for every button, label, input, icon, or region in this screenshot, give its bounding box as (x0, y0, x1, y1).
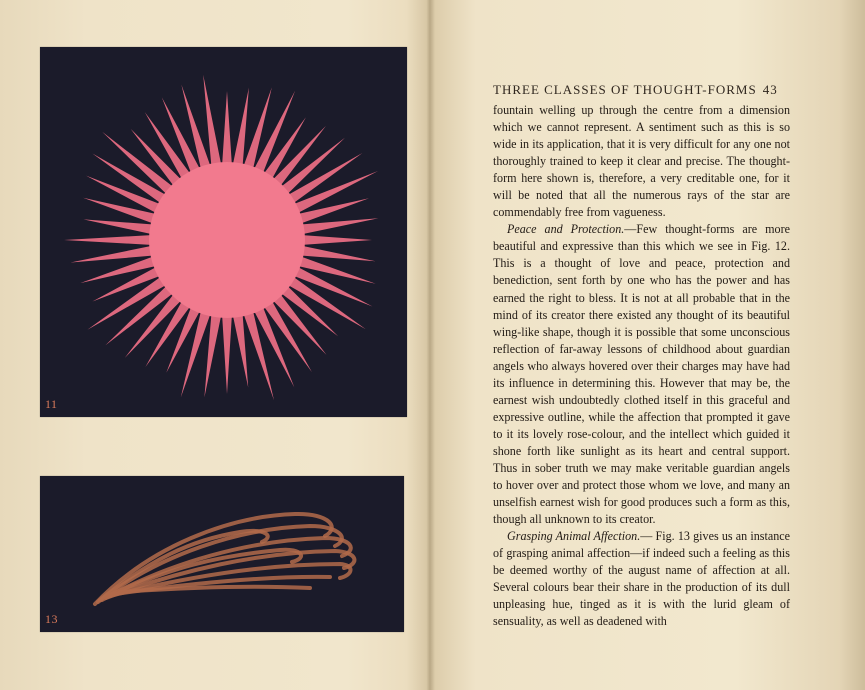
paragraph (493, 102, 790, 221)
right-page (493, 82, 790, 630)
paragraph (493, 528, 790, 630)
plate-figure-13 (40, 476, 404, 632)
plate-number-13: 13 (45, 612, 58, 626)
running-head (493, 82, 790, 98)
plate-number-11: 11 (45, 397, 58, 411)
star-thought-form-illustration (40, 47, 407, 417)
paragraph (493, 221, 790, 528)
paragraph-heading: Grasping Animal Affection. (507, 529, 641, 544)
page-number: 43 (762, 82, 778, 97)
paragraph-text: fountain welling up through the centre from a dimension which we cannot represent. A sentiment such as this is so wide in its application, that it is very difficult for any one not thoroughly trained to keep it clear and precise. The thought-form here shown is, therefore, a very creditable one, for it will be noted that all the numerous rays of the star are commendably free from vagueness. (493, 103, 790, 220)
star-core (149, 162, 305, 318)
body-text (493, 102, 790, 630)
running-head-title: THREE CLASSES OF THOUGHT-FORMS (493, 82, 757, 97)
paragraph-heading: Peace and Protection. (507, 222, 625, 237)
paragraph-text: — Fig. 13 gives us an instance of grasping animal affection—if indeed such a feeling as this be deemed worthy of the august name of affection at all. Several colours bear their share in the production of its dull unpleasing hue, tinged as it is with the lurid gleam of sensuality, as well as deadened with (493, 529, 791, 629)
grasping-affection-illustration (40, 476, 404, 632)
paragraph-text: —Few thought-forms are more beautiful and expressive than this which we see in Fig. 12. This is a thought of love and peace, protection and benediction, sent forth by one who has the power and has earned the right to bless. It is not at all probable that in the mind of its creator there existed any thought of its beautiful wing-like shape, though it is possible that some unconscious reflection of far-away lessons of childhood about guardian angels who always hovered over their charges may have had its influence in determining this. However that may be, the earnest wish undoubtedly clothed itself in this graceful and expressive outline, while the affection that prompted it gave to it its lovely rose-colour, and the intellect which guided it shone forth like sunlight as its heart and central support. Thus in sober truth we may make veritable guardian angels to hover over and protect those whom we love, and many an unselfish earnest wish for good produces such a form as this, though all unknown to its creator. (493, 222, 790, 527)
plate-figure-11 (40, 47, 407, 417)
